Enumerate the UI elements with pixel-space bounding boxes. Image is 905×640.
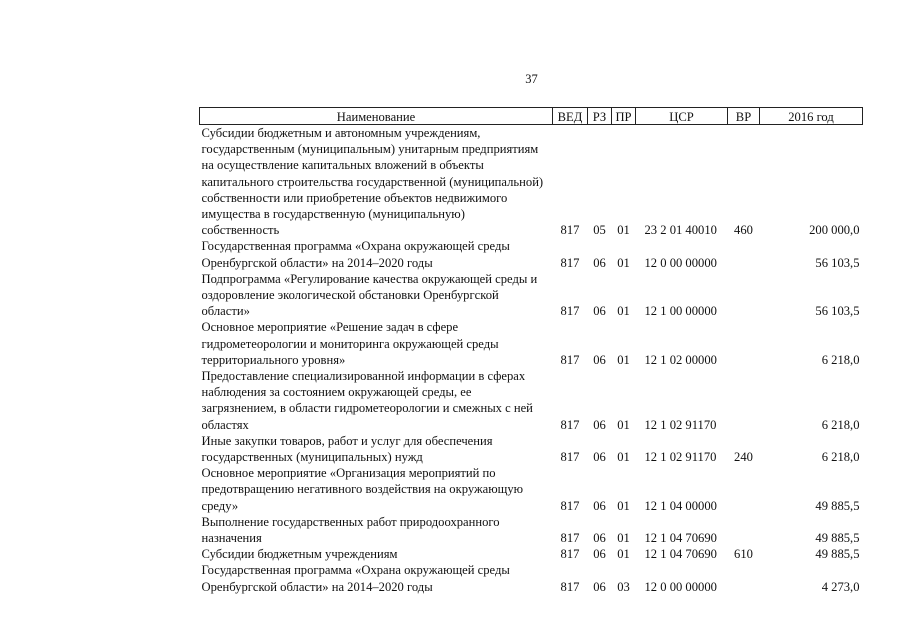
row-amount: 6 218,0: [821, 450, 860, 465]
row-pr: 01: [617, 304, 630, 319]
table-row: [200, 433, 863, 465]
table-row: [200, 271, 863, 320]
table-row: [200, 238, 863, 270]
table-row: [200, 562, 863, 594]
row-rz: 06: [593, 352, 606, 367]
row-csr: 12 1 02 00000: [644, 352, 717, 367]
row-amount: 56 103,5: [815, 255, 860, 270]
row-vr: 460: [734, 223, 753, 238]
header-vr: ВР: [728, 108, 760, 125]
row-amount: 49 885,5: [815, 547, 860, 562]
row-ved: 817: [560, 304, 580, 319]
row-csr: 12 1 04 70690: [644, 531, 717, 546]
row-vr: [728, 465, 760, 514]
row-vr: [728, 319, 760, 368]
row-csr: 12 1 02 91170: [644, 417, 717, 432]
header-ved: ВЕД: [553, 108, 588, 125]
row-amount: 4 273,0: [821, 579, 860, 594]
row-ved: 817: [560, 450, 580, 465]
row-rz: 06: [593, 498, 606, 513]
row-ved: 817: [560, 579, 580, 594]
row-pr: 01: [617, 255, 630, 270]
row-ved: 817: [560, 223, 580, 238]
row-csr: 12 1 02 91170: [644, 450, 717, 465]
row-csr: 12 1 04 70690: [644, 547, 717, 562]
row-csr: 12 0 00 00000: [644, 255, 717, 270]
row-amount: 49 885,5: [815, 498, 860, 513]
row-pr: 01: [617, 352, 630, 367]
row-name: Субсидии бюджетным и автономным учреждениям, государственным (муниципальным) унитарным предприятиям на осуществление капитальных вложений в объекты капитального строительства государственной (муниципальной) собственности или приобретение объектов недвижимого имущества в государственную (муниципальную) собственность: [201, 126, 544, 238]
row-name: Основное мероприятие «Решение задач в сфере гидрометеорологии и мониторинга окружающей среды территориального уровня»: [201, 320, 499, 367]
table-row: [200, 368, 863, 433]
row-rz: 06: [593, 450, 606, 465]
table-row: [200, 514, 863, 546]
header-rz: РЗ: [588, 108, 612, 125]
row-vr: [728, 271, 760, 320]
row-ved: 817: [560, 498, 580, 513]
table-row: [200, 546, 863, 562]
header-pr: ПР: [612, 108, 636, 125]
row-rz: 06: [593, 304, 606, 319]
row-csr: 23 2 01 40010: [644, 223, 717, 238]
row-pr: 01: [617, 223, 630, 238]
row-ved: 817: [560, 547, 580, 562]
row-ved: 817: [560, 531, 580, 546]
row-name: Выполнение государственных работ природоохранного назначения: [201, 514, 500, 546]
table-header-row: [200, 108, 863, 125]
table-row: [200, 125, 863, 239]
row-amount: 49 885,5: [815, 531, 860, 546]
row-name: Государственная программа «Охрана окружающей среды Оренбургской области» на 2014–2020 годы: [201, 563, 510, 594]
row-vr: [728, 368, 760, 433]
row-ved: 817: [560, 417, 580, 432]
row-name: Предоставление специализированной информации в сферах наблюдения за состоянием окружающей среды, ее загрязнением, в области гидрометеорологии и смежных с ней областях: [201, 369, 533, 432]
row-vr: [728, 562, 760, 594]
row-csr: 12 1 04 00000: [644, 498, 717, 513]
row-rz: 06: [593, 255, 606, 270]
row-vr: 610: [734, 547, 753, 562]
row-rz: 05: [593, 223, 606, 238]
row-rz: 06: [593, 531, 606, 546]
row-name: Основное мероприятие «Организация мероприятий по предотвращению негативного воздействия на окружающую среду»: [201, 466, 524, 513]
row-rz: 06: [593, 547, 606, 562]
row-pr: 01: [617, 547, 630, 562]
budget-table: [199, 107, 863, 595]
row-name: Подпрограмма «Регулирование качества окружающей среды и оздоровление экологической обстановки Оренбургской области»: [201, 271, 538, 319]
row-pr: 01: [617, 450, 630, 465]
row-amount: 6 218,0: [821, 352, 860, 367]
row-vr: [728, 238, 760, 270]
row-ved: 817: [560, 352, 580, 367]
row-vr: [728, 514, 760, 546]
row-csr: 12 0 00 00000: [644, 579, 717, 594]
row-rz: 06: [593, 579, 606, 594]
page-number: 37: [525, 72, 538, 86]
header-amount: 2016 год: [760, 108, 863, 125]
row-amount: 56 103,5: [815, 304, 860, 319]
header-name: Наименование: [200, 108, 553, 125]
row-ved: 817: [560, 255, 580, 270]
row-pr: 01: [617, 498, 630, 513]
row-rz: 06: [593, 417, 606, 432]
row-csr: 12 1 00 00000: [644, 304, 717, 319]
row-pr: 03: [617, 579, 630, 594]
header-csr: ЦСР: [636, 108, 728, 125]
row-name: Иные закупки товаров, работ и услуг для обеспечения государственных (муниципальных) нужд: [201, 433, 493, 465]
row-pr: 01: [617, 531, 630, 546]
table-row: [200, 465, 863, 514]
row-name: Субсидии бюджетным учреждениям: [201, 547, 398, 562]
row-amount: 6 218,0: [821, 417, 860, 432]
row-vr: 240: [734, 450, 753, 465]
row-name: Государственная программа «Охрана окружающей среды Оренбургской области» на 2014–2020 годы: [201, 239, 510, 270]
row-pr: 01: [617, 417, 630, 432]
table-row: [200, 319, 863, 368]
row-amount: 200 000,0: [809, 223, 860, 238]
